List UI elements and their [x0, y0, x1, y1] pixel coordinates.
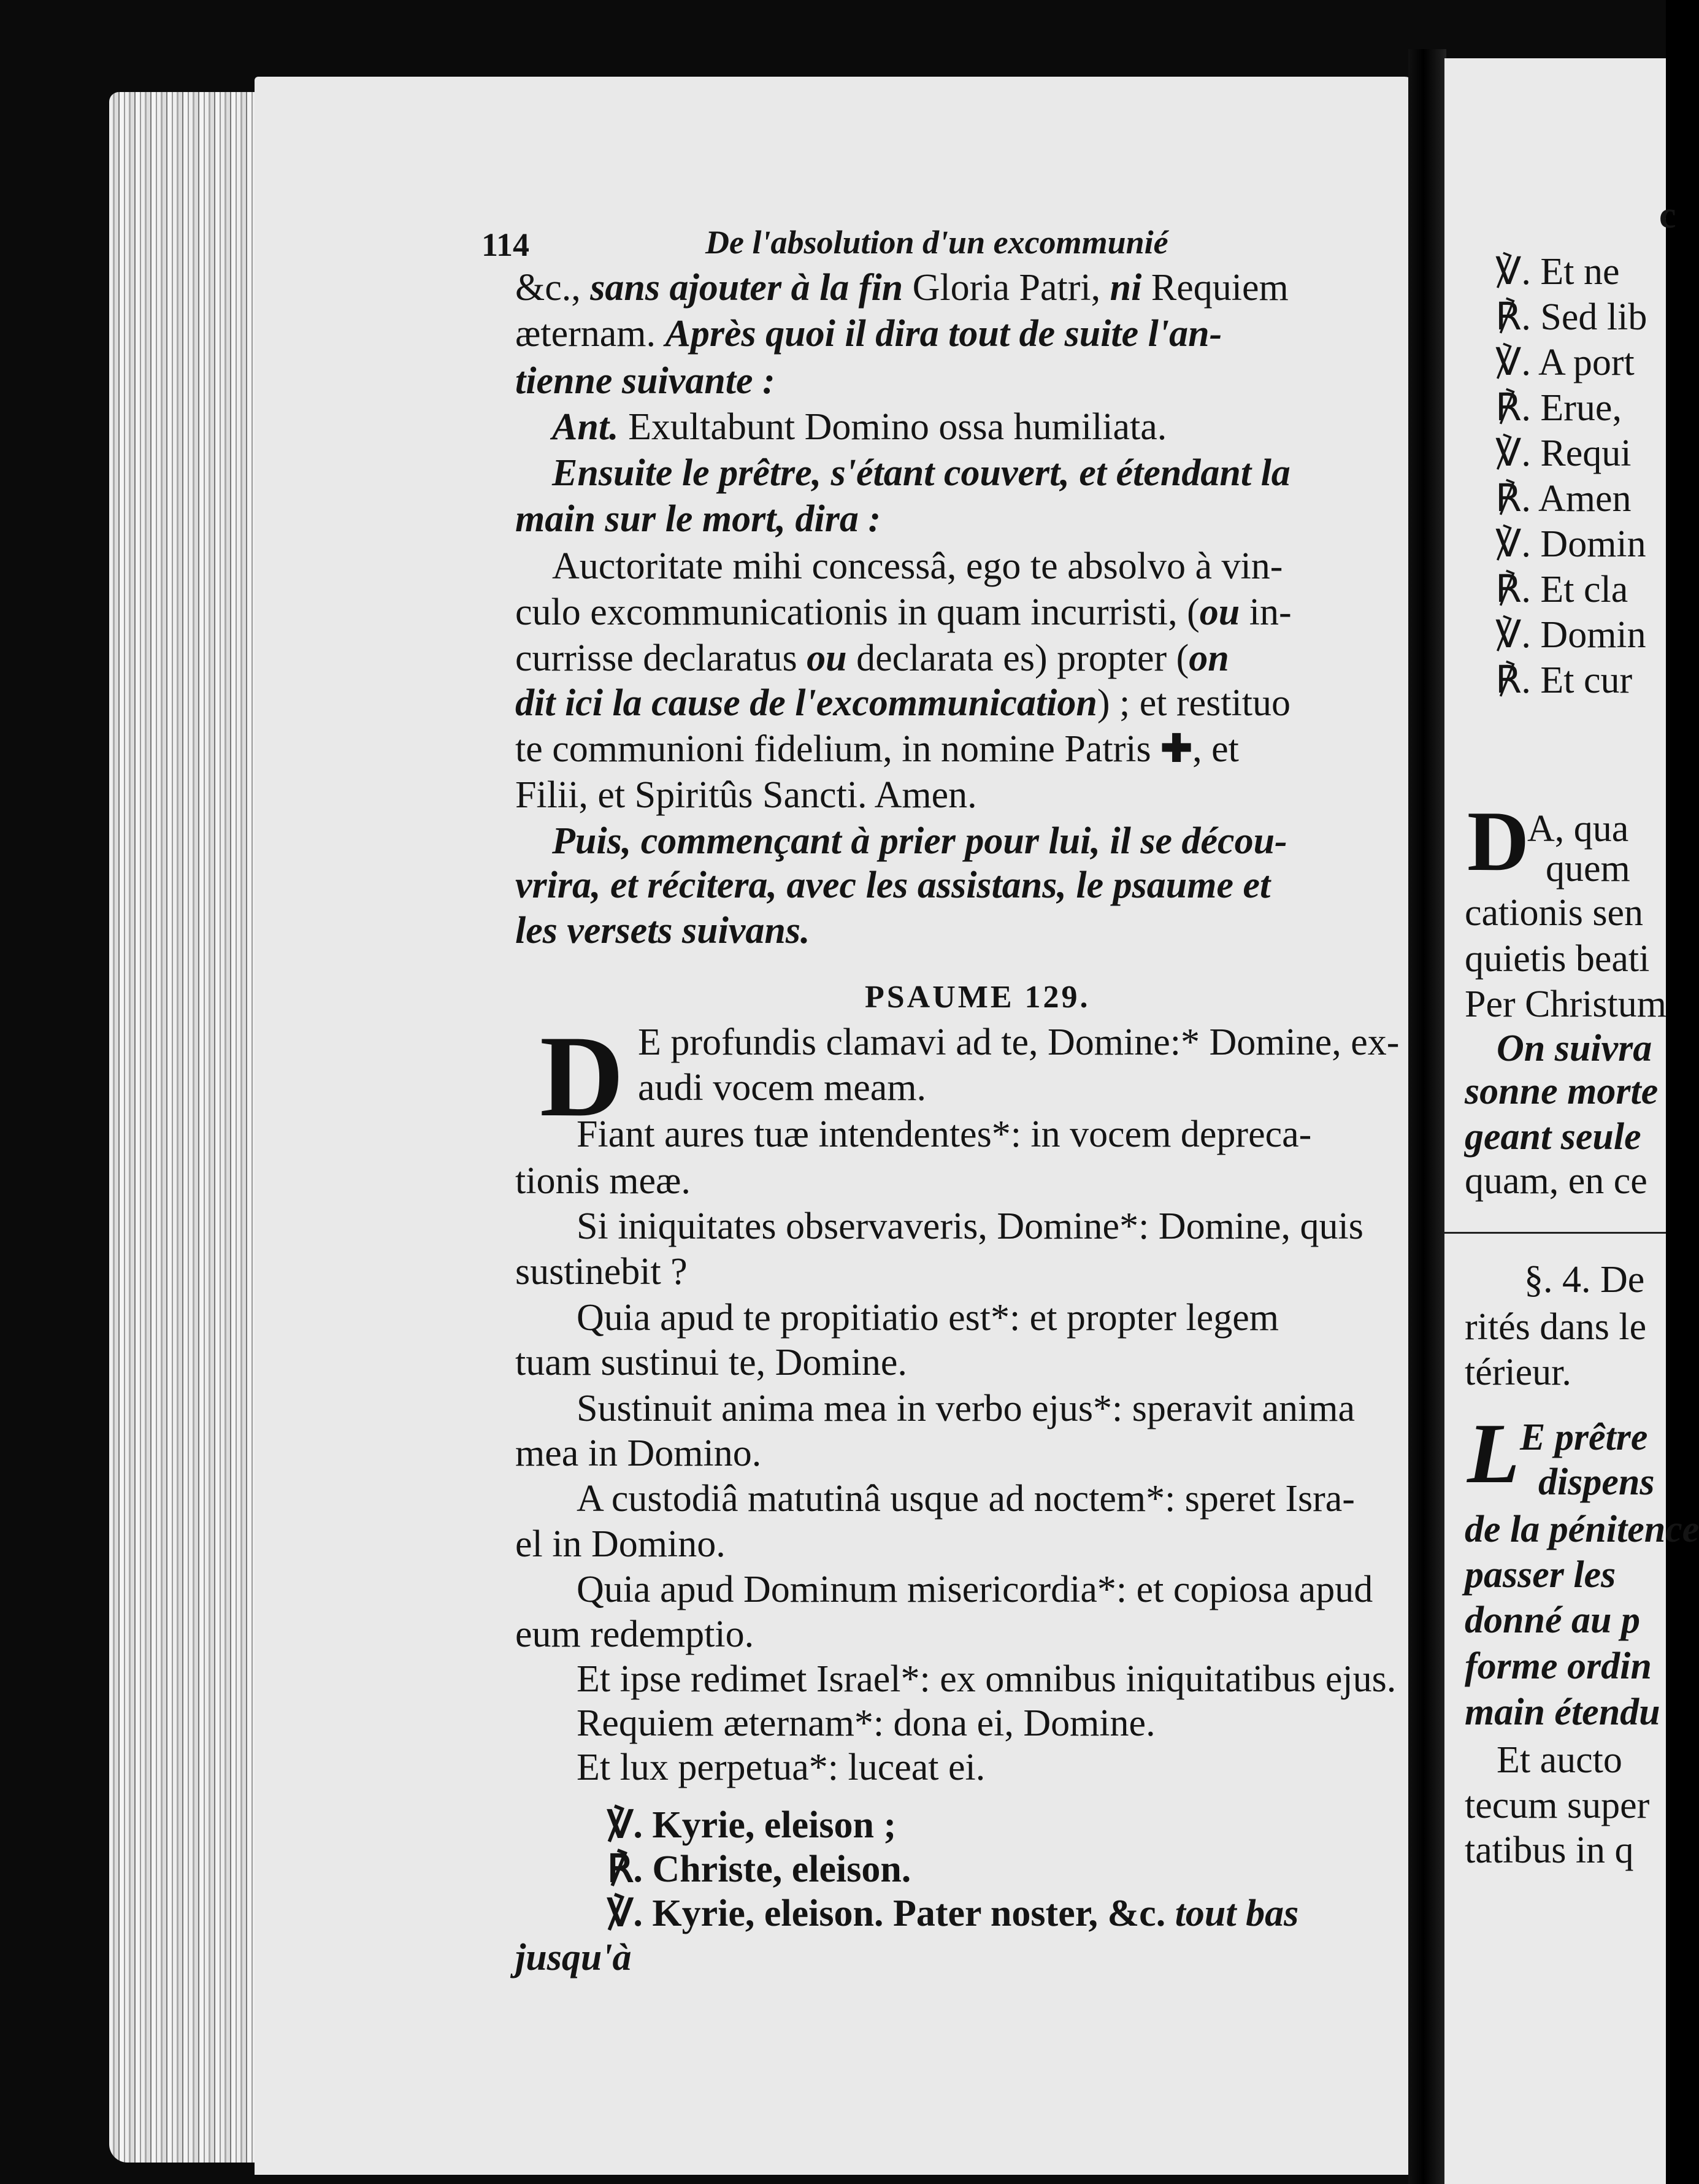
- body-line: [515, 362, 775, 400]
- psalm-line: [577, 1115, 1311, 1153]
- right-line: dispens: [1538, 1461, 1655, 1503]
- versicle-line: ℣. Domin: [1495, 614, 1646, 656]
- psalm-line: [577, 1660, 1396, 1698]
- versicle-line: ℣. Et ne: [1495, 251, 1620, 293]
- psalm-line: [607, 1850, 911, 1888]
- psalm-dropcap: D: [540, 1012, 624, 1141]
- psalm-line-run: audi vocem meam.: [638, 1067, 926, 1109]
- body-line-run: ) ; et restituo: [1097, 682, 1291, 724]
- right-line: E prêtre: [1520, 1417, 1648, 1458]
- right-line: cationis sen: [1465, 892, 1643, 934]
- psalm-line-run: mea in Domino.: [515, 1432, 762, 1474]
- body-line-run: dit ici la cause de l'excommunication: [515, 682, 1097, 724]
- psalm-line-run: Fiant aures tuæ intendentes*: in vocem depreca-: [577, 1113, 1312, 1155]
- versicle-line: ℟. Et cur: [1495, 659, 1633, 701]
- psalm-line-run: jusqu'à: [515, 1937, 632, 1978]
- body-line-run: &c.,: [515, 267, 591, 309]
- psalm-line-run: ℣. Kyrie, eleison. Pater noster, &c.: [607, 1893, 1175, 1934]
- body-line-run: culo excommunicationis in quam incurristi, (: [515, 591, 1200, 633]
- psalm-line-run: ℟. Christe, eleison.: [607, 1848, 911, 1890]
- body-line: [515, 500, 881, 538]
- body-line-run: Après quoi il dira tout de suite l'an-: [665, 313, 1222, 355]
- psalm-line-run: Et lux perpetua*: luceat ei.: [577, 1747, 986, 1788]
- body-line: [515, 912, 810, 950]
- right-line: rités dans le: [1465, 1306, 1647, 1348]
- psalm-line: [577, 1390, 1355, 1428]
- body-line-run: ✚: [1160, 728, 1193, 770]
- psalm-line: [515, 1344, 907, 1382]
- psalm-line: [515, 1253, 688, 1291]
- body-line: [515, 593, 1292, 631]
- versicle-line: ℣. Requi: [1495, 433, 1632, 474]
- psalm-line-run: Et ipse redimet Israel*: ex omnibus iniquitatibus ejus.: [577, 1658, 1397, 1700]
- running-head: De l'absolution d'un excommunié: [705, 224, 1168, 261]
- psalm-line-run: sustinebit ?: [515, 1251, 688, 1293]
- psalm-line: [577, 1704, 1156, 1742]
- right-line: sonne morte: [1465, 1071, 1659, 1112]
- right-line: forme ordin: [1465, 1645, 1652, 1687]
- body-line-run: les versets suivans.: [515, 910, 810, 952]
- psalm-title: PSAUME 129.: [865, 980, 1091, 1015]
- body-line-run: Auctoritate mihi concessâ, ego te absolvo à vin-: [552, 545, 1283, 587]
- body-line-run: tienne suivante :: [515, 360, 775, 402]
- body-line: [515, 315, 1222, 353]
- section-rule: [1444, 1232, 1666, 1234]
- right-line: tecum super: [1465, 1785, 1650, 1826]
- body-line-run: in-: [1240, 591, 1292, 633]
- psalm-line-run: tout bas: [1175, 1893, 1299, 1934]
- book-gutter: [1408, 49, 1446, 2184]
- psalm-line: [515, 1615, 754, 1653]
- right-line: A, qua: [1527, 808, 1629, 850]
- body-line-run: main sur le mort, dira :: [515, 498, 881, 540]
- psalm-line-run: el in Domino.: [515, 1523, 726, 1565]
- versicle-line: ℟. Erue,: [1495, 387, 1622, 429]
- body-line: [515, 776, 977, 814]
- right-line: de la pénitence: [1465, 1509, 1699, 1550]
- body-line-run: æternam.: [515, 313, 665, 355]
- right-line: passer les: [1465, 1554, 1616, 1596]
- page-block-edge: [109, 92, 259, 2163]
- psalm-line-run: Sustinuit anima mea in verbo ejus*: speravit anima: [577, 1388, 1356, 1429]
- body-line-run: vrira, et récitera, avec les assistans, le psaume et: [515, 864, 1271, 906]
- right-dropcap-l: L: [1467, 1406, 1520, 1501]
- body-line: [515, 639, 1229, 677]
- psalm-line-run: ℣. Kyrie, eleison ;: [607, 1804, 897, 1846]
- psalm-line-run: tuam sustinui te, Domine.: [515, 1342, 907, 1383]
- body-line: [515, 684, 1291, 722]
- psalm-line: [577, 1299, 1279, 1337]
- body-line: [515, 866, 1270, 904]
- psalm-line: [638, 1069, 926, 1107]
- psalm-line-run: E profundis clamavi ad te, Domine:* Domine, ex-: [638, 1021, 1400, 1063]
- right-line: quietis beati: [1465, 938, 1650, 980]
- psalm-line-run: Si iniquitates observaveris, Domine*: Domine, quis: [577, 1205, 1363, 1247]
- psalm-line: [515, 1525, 726, 1563]
- psalm-line-run: A custodiâ matutinâ usque ad noctem*: speret Isra-: [577, 1478, 1355, 1520]
- psalm-line-run: Requiem æternam*: dona ei, Domine.: [577, 1702, 1156, 1744]
- right-line: tatibus in q: [1465, 1829, 1634, 1871]
- right-line: Per Christum: [1465, 983, 1666, 1025]
- body-line-run: Puis, commençant à prier pour lui, il se décou-: [552, 820, 1287, 862]
- psalm-line: [577, 1480, 1355, 1518]
- versicle-line: ℣. A port: [1495, 342, 1635, 383]
- body-line-run: sans ajouter à la fin: [590, 267, 903, 309]
- body-line-run: declarata es) propter (: [846, 637, 1189, 679]
- right-line: donné au p: [1465, 1599, 1640, 1641]
- body-line-run: ou: [807, 637, 847, 679]
- versicle-line: ℟. Et cla: [1495, 569, 1628, 610]
- body-line-run: , et: [1192, 728, 1239, 770]
- psalm-line: [515, 1162, 691, 1200]
- psalm-line: [577, 1207, 1363, 1245]
- body-line-run: Ensuite le prêtre, s'étant couvert, et étendant la: [552, 452, 1291, 494]
- right-line: geant seule: [1465, 1116, 1641, 1158]
- psalm-line-run: tionis meæ.: [515, 1160, 691, 1202]
- body-line-run: Gloria Patri,: [903, 267, 1110, 309]
- body-line-run: ou: [1199, 591, 1240, 633]
- body-line-run: currisse declaratus: [515, 637, 807, 679]
- right-line: main étendu: [1465, 1691, 1660, 1733]
- right-page: [1444, 58, 1699, 2184]
- body-line: [552, 454, 1291, 492]
- psalm-line: [607, 1894, 1298, 1932]
- body-line-run: Exultabunt Domino ossa humiliata.: [618, 406, 1167, 448]
- right-page-fragment: c: [1659, 194, 1676, 236]
- page-number: 114: [481, 226, 530, 263]
- right-line: Et aucto: [1497, 1739, 1622, 1781]
- versicle-line: ℟. Sed lib: [1495, 296, 1647, 338]
- right-line: On suivra: [1497, 1028, 1652, 1069]
- psalm-line: [515, 1434, 761, 1472]
- right-line: térieur.: [1465, 1352, 1571, 1393]
- psalm-line-run: Quia apud Dominum misericordia*: et copiosa apud: [577, 1569, 1373, 1610]
- body-line-run: Filii, et Spiritûs Sancti. Amen.: [515, 774, 977, 816]
- psalm-line: [577, 1748, 985, 1786]
- body-line-run: on: [1189, 637, 1229, 679]
- body-line: [515, 269, 1289, 307]
- left-page: [255, 77, 1417, 2175]
- section-heading: §. 4. De: [1524, 1259, 1645, 1301]
- right-line: quam, en ce: [1465, 1160, 1647, 1202]
- psalm-line-run: eum redemptio.: [515, 1613, 754, 1655]
- right-line: quem: [1546, 848, 1630, 890]
- body-line: [552, 547, 1283, 585]
- right-dropcap: D: [1467, 794, 1530, 889]
- body-line-run: te communioni fidelium, in nomine Patris: [515, 728, 1161, 770]
- psalm-line: [515, 1939, 632, 1977]
- versicle-line: ℣. Domin: [1495, 523, 1646, 565]
- psalm-line-run: Quia apud te propitiatio est*: et propter legem: [577, 1297, 1279, 1339]
- body-line-run: Ant.: [552, 406, 619, 448]
- body-line: [552, 408, 1167, 446]
- psalm-line: [577, 1571, 1373, 1609]
- body-line-run: Requiem: [1141, 267, 1289, 309]
- body-line: [515, 730, 1239, 768]
- versicle-line: ℟. Amen: [1495, 478, 1632, 520]
- body-line: [552, 822, 1287, 860]
- body-line-run: ni: [1110, 267, 1142, 309]
- psalm-line: [607, 1806, 896, 1844]
- psalm-line: [638, 1023, 1399, 1061]
